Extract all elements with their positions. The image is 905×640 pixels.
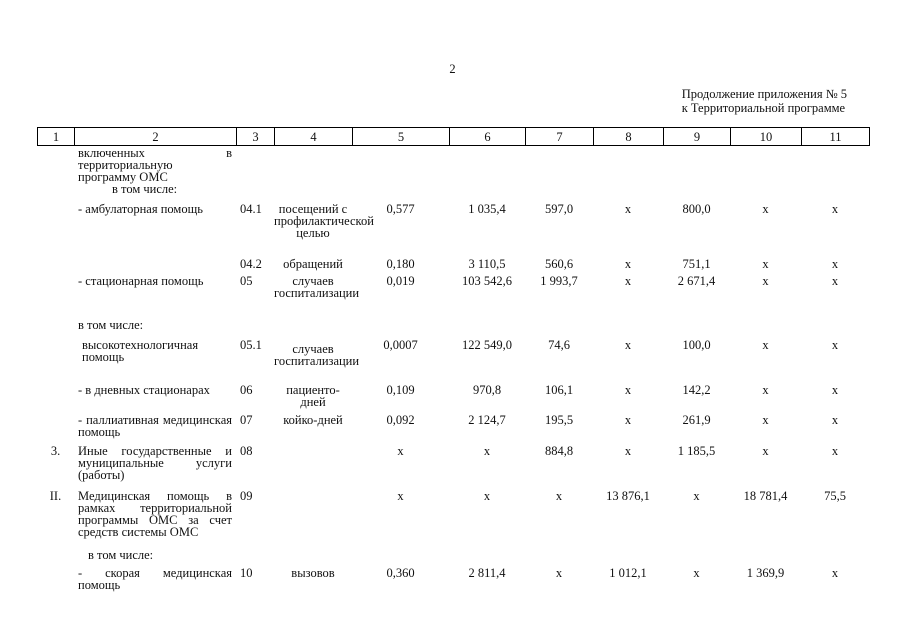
continuation-note [682,87,847,115]
cell-col-9: 800,0 [682,202,711,216]
cell-col-6: 1 035,4 [468,202,506,216]
cell-col-9 [663,147,730,183]
row-unit: случаев госпитализации [274,274,360,300]
cell-col-6 [449,147,525,183]
header-col-5: 5 [353,128,450,146]
cell-col-7 [525,549,593,567]
cell-col-10 [730,183,801,203]
row-label: - стационарная помощь [78,274,204,288]
cell-col-6: х [483,444,491,458]
data-table [37,147,869,599]
row-number: II. [49,489,62,503]
table-row [37,414,869,445]
header-col-4: 4 [275,128,353,146]
header-col-9: 9 [664,128,731,146]
row-label: - скорая медицинская помощь [78,566,232,592]
cell-col-5: 0,092 [386,413,415,427]
cell-col-6: 122 549,0 [462,338,512,352]
header-col-7: 7 [526,128,594,146]
continuation-line-2: к Территориальной программе [681,101,846,115]
cell-col-8 [593,319,663,339]
cell-col-7: 106,1 [544,383,574,397]
cell-col-5: 0,109 [386,383,415,397]
cell-col-6: 3 110,5 [468,257,506,271]
cell-col-10 [730,147,801,183]
cell-col-6: 2 124,7 [468,413,506,427]
cell-col-8: х [624,383,632,397]
row-unit [274,147,352,183]
cell-col-11 [801,319,869,339]
cell-col-5: 0,0007 [383,338,418,352]
cell-col-10: х [762,202,769,216]
cell-col-5 [352,147,449,183]
cell-col-5: 0,180 [386,257,415,271]
cell-col-8 [593,147,663,183]
cell-col-6: 970,8 [472,383,502,397]
row-code [236,183,274,203]
table-row [37,549,869,567]
row-number [37,414,74,445]
cell-col-11: х [831,202,839,216]
row-label: Медицинская помощь в рамках территориальной программы ОМС за счет средств системы ОМС [78,489,232,539]
cell-col-9: 142,2 [682,383,711,397]
row-unit [274,183,352,203]
header-col-11: 11 [802,128,870,146]
cell-col-7 [525,319,593,339]
cell-col-7: 560,6 [544,257,574,271]
cell-col-9 [663,549,730,567]
cell-col-7: 74,6 [548,338,570,352]
cell-col-11: х [831,338,839,352]
table-row [37,319,869,339]
table-row [37,203,869,258]
cell-col-8: 13 876,1 [606,489,650,503]
cell-col-9: 2 671,4 [677,274,716,288]
cell-col-10: х [762,338,769,352]
table-row [37,183,869,203]
row-label: в том числе: [78,318,144,332]
row-number [37,549,74,567]
cell-col-7 [525,147,593,183]
cell-col-10: 1 369,9 [746,566,785,580]
cell-col-10: х [762,274,769,288]
cell-col-8 [593,549,663,567]
row-number [37,567,74,599]
header-col-1: 1 [38,128,75,146]
table-row [37,490,869,549]
row-code: 05.1 [240,338,262,352]
column-number-header [37,127,870,146]
cell-col-10: х [762,383,769,397]
row-unit [274,490,352,549]
row-code [236,319,274,339]
header-col-10: 10 [731,128,802,146]
row-unit [274,319,352,339]
cell-col-11 [801,549,869,567]
row-unit [274,445,352,490]
cell-col-5: х [397,489,404,503]
row-unit: посещений с профилактической целью [274,202,374,240]
cell-col-8: х [624,202,632,216]
cell-col-9 [663,319,730,339]
row-code: 07 [240,413,253,427]
row-label: Иные государственные и муниципальные услуги (работы) [78,444,232,482]
row-code [236,549,274,567]
row-number [37,275,74,319]
cell-col-11: х [831,444,839,458]
cell-col-11 [801,183,869,203]
cell-col-11: 75,5 [824,489,846,503]
row-code: 09 [240,489,253,503]
row-code: 05 [240,274,253,288]
row-number [37,258,74,275]
cell-col-6 [449,319,525,339]
cell-col-10: х [762,413,769,427]
cell-col-8: х [624,413,632,427]
cell-col-11: х [831,274,839,288]
row-label: - в дневных стационарах [78,383,210,397]
row-unit: случаев госпитализации [274,342,360,368]
cell-col-6: 2 811,4 [468,566,506,580]
header-col-2: 2 [75,128,237,146]
cell-col-7 [525,183,593,203]
row-code: 04.2 [240,257,262,271]
cell-col-8 [593,183,663,203]
table-row [37,258,869,275]
row-unit: вызовов [291,566,335,580]
table-row [37,339,869,384]
cell-col-6 [449,549,525,567]
cell-col-10 [730,549,801,567]
cell-col-10: 18 781,4 [743,489,788,503]
cell-col-5 [352,549,449,567]
header-col-6: 6 [450,128,526,146]
row-unit: пациенто-дней [286,383,340,409]
cell-col-11: х [831,383,839,397]
cell-col-11: х [831,413,839,427]
cell-col-9: х [693,566,700,580]
row-label: включенных в территориальную программу ОМС [78,146,232,184]
row-unit: койко-дней [283,413,343,427]
row-number [37,147,74,183]
table-row [37,384,869,414]
cell-col-9: 100,0 [682,338,711,352]
cell-col-9: 261,9 [682,413,711,427]
table-row [37,275,869,319]
row-label: - паллиативная медицинская помощь [78,413,232,439]
row-code: 04.1 [240,202,262,216]
cell-col-6: 103 542,6 [462,274,512,288]
cell-col-11 [801,147,869,183]
cell-col-10 [730,319,801,339]
cell-col-5: х [397,444,404,458]
cell-col-7: 1 993,7 [540,274,578,288]
cell-col-8: 1 012,1 [609,566,647,580]
table-row [37,445,869,490]
cell-col-7: 884,8 [544,444,574,458]
cell-col-5: 0,360 [386,566,415,580]
cell-col-7: 597,0 [544,202,574,216]
cell-col-9: х [693,489,700,503]
cell-col-9: 1 185,5 [677,444,716,458]
row-unit: обращений [283,257,343,271]
cell-col-5: 0,577 [386,202,415,216]
row-code: 06 [240,383,253,397]
cell-col-5 [352,183,449,203]
cell-col-8: х [624,257,632,271]
table-row [37,567,869,599]
cell-col-6: х [483,489,491,503]
cell-col-7: 195,5 [544,413,574,427]
row-number [37,319,74,339]
cell-col-6 [449,183,525,203]
row-unit [274,549,352,567]
cell-col-9: 751,1 [682,257,711,271]
cell-col-7: х [555,566,563,580]
page-number: 2 [449,62,456,76]
cell-col-7: х [555,489,563,503]
row-code: 08 [240,444,253,458]
row-code [236,147,274,183]
row-number: 3. [50,444,61,458]
cell-col-8: х [624,274,632,288]
cell-col-9 [663,183,730,203]
table-row [37,147,869,183]
row-label: в том числе: [112,182,178,196]
row-number [37,183,74,203]
row-number [37,339,74,384]
row-number [37,203,74,258]
cell-col-8: х [624,444,632,458]
cell-col-8: х [624,338,632,352]
cell-col-5 [352,319,449,339]
header-col-3: 3 [237,128,275,146]
cell-col-11: х [831,566,839,580]
cell-col-5: 0,019 [386,274,415,288]
row-label [74,258,236,275]
cell-col-10: х [762,257,769,271]
row-label: - амбулаторная помощь [78,202,203,216]
continuation-line-1: Продолжение приложения № 5 [681,87,847,101]
row-code: 10 [240,566,253,580]
header-col-8: 8 [594,128,664,146]
row-label: в том числе: [88,548,154,562]
row-number [37,384,74,414]
cell-col-10: х [762,444,769,458]
cell-col-11: х [831,257,839,271]
row-label: высокотехнологичная помощь [82,338,199,364]
